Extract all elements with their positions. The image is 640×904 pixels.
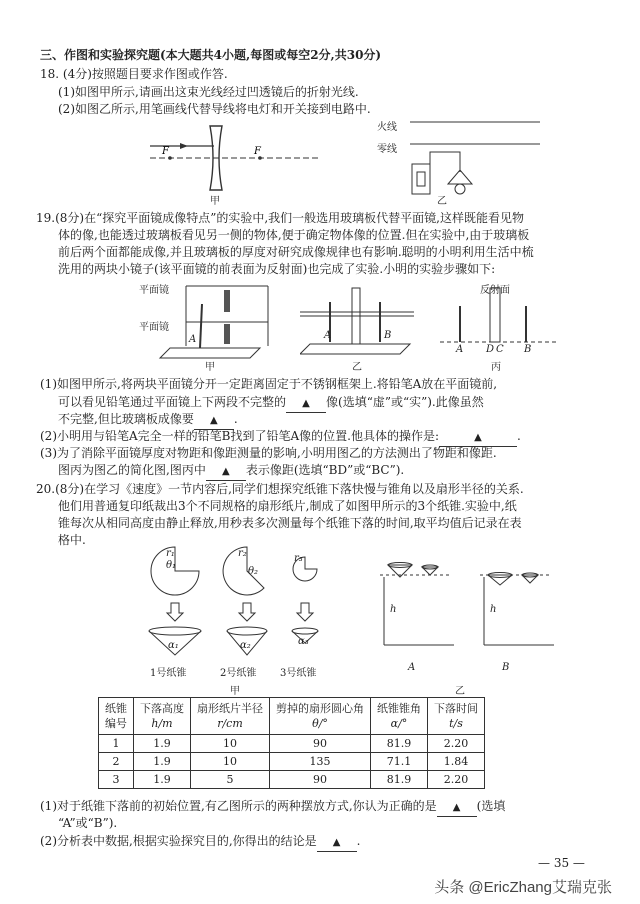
- answer-blank[interactable]: ▲: [206, 462, 246, 481]
- mirror-top-label: 平面镜: [139, 285, 169, 296]
- table-row: [99, 735, 485, 753]
- table-row: [99, 771, 485, 789]
- cone2-caption: 2号纸锥: [220, 668, 257, 679]
- q19-s1-line3: 不完整,但比玻璃板成像要 ▲ .: [58, 411, 238, 430]
- height-h-label-b: h: [490, 604, 497, 615]
- table-header-row: [99, 698, 485, 735]
- q18-caption-jia: 甲: [210, 196, 220, 207]
- zero-wire-label: 零线: [377, 144, 397, 155]
- cone-angle-a1-label: α₁: [168, 640, 179, 651]
- table-cell: 90: [270, 771, 371, 789]
- header-cell: 下落时间 t/s: [428, 698, 485, 735]
- q19-s2-line: (2)小明用与铅笔A完全一样的铅笔B找到了铅笔A像的位置.他具体的操作是: ▲ .: [40, 428, 521, 447]
- data-table: [98, 697, 485, 789]
- page-number: — 35 —: [538, 856, 585, 870]
- angle-theta1-label: θ₁: [166, 560, 177, 571]
- radius-r3-label: r₃: [294, 553, 303, 564]
- cone3-caption: 3号纸锥: [280, 668, 317, 679]
- table-cell: 90: [270, 735, 371, 753]
- position-a-label: A: [408, 662, 416, 673]
- drop-position-figure: [370, 555, 570, 655]
- q20-caption-yi: 乙: [455, 686, 465, 697]
- angle-theta2-label: θ₂: [248, 566, 259, 577]
- ruler-mirror-figure: [300, 282, 420, 362]
- pencil-a-label-jia: A: [189, 334, 197, 345]
- table-cell: 2.20: [428, 771, 485, 789]
- table-cell: 2.20: [428, 735, 485, 753]
- q19-line3: 前后两个面都能成像,并且玻璃板的厚度对研究成像规律也有影响.聪明的小明利用生活中梳: [58, 245, 534, 259]
- point-a-label: A: [456, 344, 464, 355]
- header-cell: 纸锥锥角 α/°: [371, 698, 428, 735]
- pencil-b-label-yi: B: [384, 330, 392, 341]
- answer-blank[interactable]: ▲: [194, 411, 234, 430]
- q19-line2: 体的像,也能透过玻璃板看见另一侧的物体,便于确定物体像的位置.但在实验中,由于玻璃板: [58, 228, 530, 242]
- header-cell: 扇形纸片半径 r/cm: [191, 698, 270, 735]
- answer-blank[interactable]: ▲: [439, 428, 517, 447]
- q18-caption-yi: 乙: [437, 196, 447, 207]
- q20-s1-line1: (1)对于纸锥下落前的初始位置,有乙图所示的两种摆放方式,你认为正确的是 ▲ (选填: [40, 798, 505, 817]
- section-title: 三、作图和实验探究题(本大题共4小题,每图或每空2分,共30分): [40, 48, 382, 62]
- q19-s1-line1: (1)如图甲所示,将两块平面镜分开一定距离固定于不锈钢框架上.将铅笔A放在平面镜前,: [40, 377, 498, 391]
- table-cell: 71.1: [371, 753, 428, 771]
- table-cell: 5: [191, 771, 270, 789]
- table-cell: 1.84: [428, 753, 485, 771]
- q20-line3: 锥每次从相同高度由静止释放,用秒表多次测量每个纸锥下落的时间,取平均值后记录在表: [58, 516, 522, 530]
- q19-s3-line1: (3)为了消除平面镜厚度对物距和像距测量的影响,小明用图乙的方法测出了物距和像距.: [40, 446, 497, 460]
- table-cell: 1.9: [134, 753, 191, 771]
- circuit-figure: [370, 112, 550, 212]
- table-cell: 3: [99, 771, 134, 789]
- q20-s1-line2: “A”或“B”).: [58, 816, 118, 830]
- table-cell: 2: [99, 753, 134, 771]
- reflect-face-label: 反射面: [480, 285, 510, 296]
- table-cell: 10: [191, 735, 270, 753]
- cone1-caption: 1号纸锥: [150, 668, 187, 679]
- table-cell: 1: [99, 735, 134, 753]
- q19-line1: 19.(8分)在“探究平面镜成像特点”的实验中,我们一般选用玻璃板代替平面镜,这样既能看见物: [36, 211, 524, 225]
- position-b-label: B: [502, 662, 510, 673]
- table-cell: 1.9: [134, 735, 191, 753]
- table-cell: 81.9: [371, 771, 428, 789]
- q20-line2: 他们用普通复印纸裁出3个不同规格的扇形纸片,制成了如图甲所示的3个纸锥.实验中,纸: [58, 499, 517, 513]
- answer-blank[interactable]: ▲: [317, 833, 357, 852]
- answer-blank[interactable]: ▲: [437, 798, 477, 817]
- concave-lens-figure: [150, 120, 320, 200]
- q20-caption-jia: 甲: [230, 686, 240, 697]
- q18-part1: (1)如图甲所示,请画出这束光线经过凹透镜后的折射光线.: [58, 85, 359, 99]
- q20-s2-line: (2)分析表中数据,根据实验探究目的,你得出的结论是 ▲ .: [40, 833, 360, 852]
- cone-angle-a2-label: α₂: [240, 640, 251, 651]
- q19-caption-jia: 甲: [205, 362, 215, 373]
- q20-line4: 格中.: [58, 533, 86, 547]
- point-b-label: B: [524, 344, 532, 355]
- q20-line1: 20.(8分)在学习《速度》一节内容后,同学们想探究纸锥下落快慢与锥角以及扇形半径的关系.: [36, 482, 524, 496]
- table-cell: 81.9: [371, 735, 428, 753]
- watermark: 头条 @EricZhang艾瑞克张: [434, 879, 612, 896]
- focus-left-label: F: [162, 146, 169, 157]
- fire-wire-label: 火线: [377, 122, 397, 133]
- cone-angle-a3-label: α₃: [298, 636, 309, 647]
- height-h-label-a: h: [390, 604, 397, 615]
- header-cell: 纸锥 编号: [99, 698, 134, 735]
- answer-blank[interactable]: ▲: [286, 394, 326, 413]
- point-c-label: C: [496, 344, 504, 355]
- q19-s1-line2: 可以看见铅笔通过平面镜上下两段不完整的 ▲ 像(选填“虚”或“实”).此像虽然: [58, 394, 484, 413]
- q18-stem: 18. (4分)按照题目要求作图或作答.: [40, 67, 228, 81]
- q19-line4: 洗用的两块小镜子(该平面镜的前表面为反射面)也完成了实验.小明的实验步骤如下:: [58, 262, 496, 276]
- table-cell: 1.9: [134, 771, 191, 789]
- table-cell: 135: [270, 753, 371, 771]
- header-cell: 剪掉的扇形圆心角 θ/°: [270, 698, 371, 735]
- pencil-a-label-yi: A: [324, 330, 332, 341]
- radius-r1-label: r₁: [166, 548, 175, 559]
- header-cell: 下落高度 h/m: [134, 698, 191, 735]
- radius-r2-label: r₂: [238, 548, 247, 559]
- table-row: [99, 753, 485, 771]
- q18-part2: (2)如图乙所示,用笔画线代替导线将电灯和开关接到电路中.: [58, 102, 371, 116]
- point-d-label: D: [486, 344, 495, 355]
- q19-caption-yi: 乙: [352, 362, 362, 373]
- focus-right-label: F: [254, 146, 261, 157]
- mirror-bottom-label: 平面镜: [139, 322, 169, 333]
- table-cell: 10: [191, 753, 270, 771]
- q19-caption-bing: 丙: [491, 362, 501, 373]
- q19-s3-line2: 图丙为图乙的简化图,图丙中 ▲ 表示像距(选填“BD”或“BC”).: [58, 462, 404, 481]
